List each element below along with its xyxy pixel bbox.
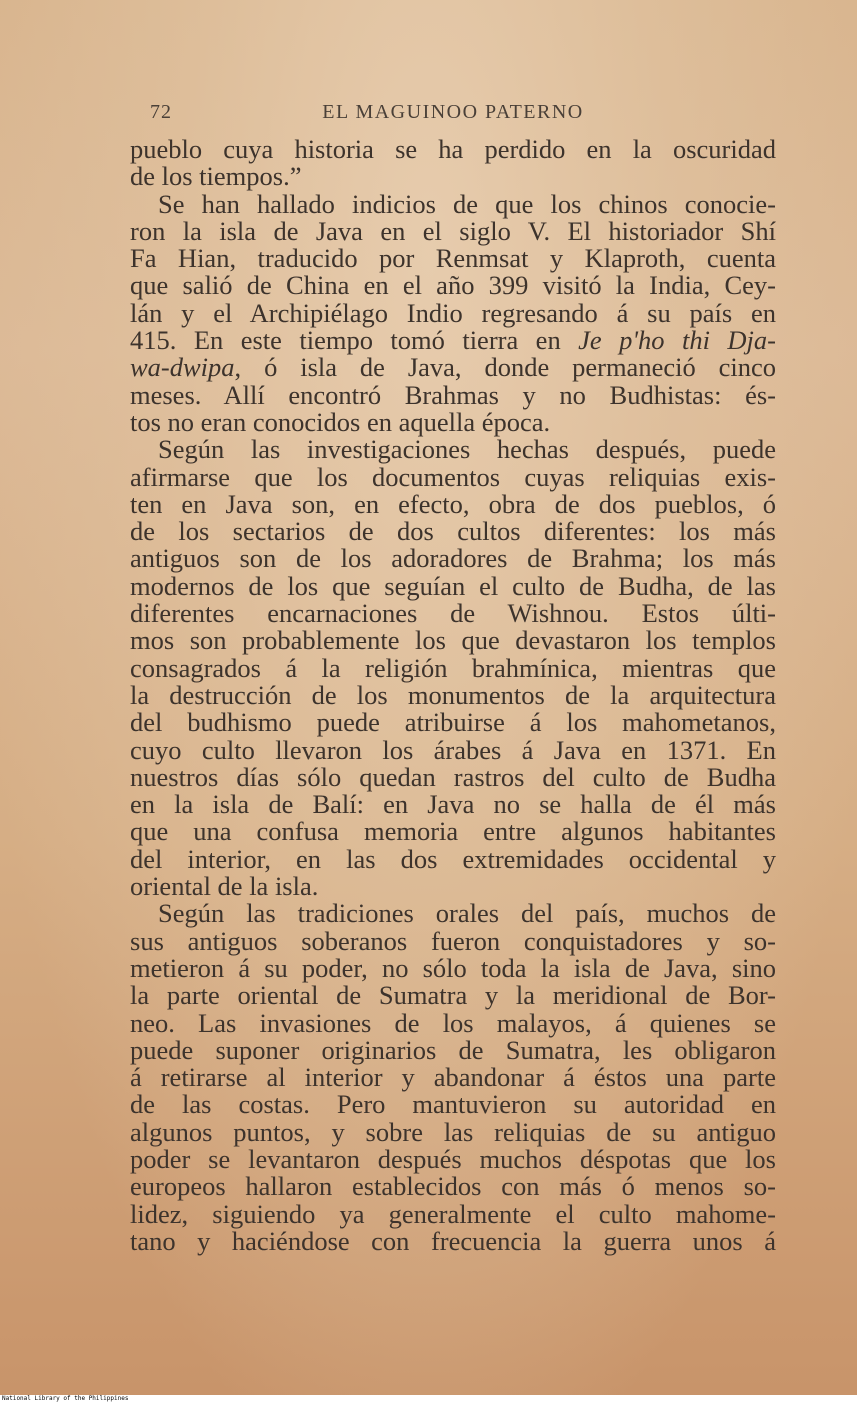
text-line: neo. Las invasiones de los malayos, á quienes se [130, 1007, 776, 1038]
italic-place-name: wa-dwipa [130, 352, 235, 383]
text-line: consagrados á la religión brahmínica, mientras que [130, 652, 776, 683]
text-line: Según las investigaciones hechas después, puede [158, 434, 776, 465]
text-line: á retirarse al interior y abandonar á éstos una parte [130, 1062, 776, 1093]
text-line: nuestros días sólo quedan rastros del culto de Budha [130, 761, 776, 792]
text-line: mos son probablemente los que devastaron los templos [130, 625, 776, 656]
text-line: antiguos son de los adoradores de Brahma; los más [130, 543, 776, 574]
text-line: Según las tradiciones orales del país, muchos de [158, 898, 776, 929]
text-line: tos no eran conocidos en aquella época. [130, 406, 551, 437]
text-line: lán y el Archipiélago Indio regresando á su país en [130, 297, 776, 328]
text-line: europeos hallaron establecidos con más ó menos so- [130, 1171, 776, 1202]
text-line: sus antiguos soberanos fueron conquistadores y so- [130, 925, 776, 956]
text-line: la parte oriental de Sumatra y la meridional de Bor- [130, 980, 776, 1011]
text-line-mixed [130, 354, 776, 381]
text-line: del budhismo puede atribuirse á los mahometanos, [130, 707, 776, 738]
text-line: meses. Allí encontró Brahmas y no Budhistas: és- [130, 379, 776, 410]
text-run: 415. En este tiempo tomó tierra en [130, 325, 579, 356]
running-title: EL MAGUINOO PATERNO [322, 101, 584, 123]
text-line: diferentes encarnaciones de Wishnou. Estos últi- [130, 598, 776, 629]
text-line: puede suponer originarios de Sumatra, les obligaron [130, 1034, 776, 1065]
body-text [130, 136, 776, 1255]
text-line: ten en Java son, en efecto, obra de dos pueblos, ó [130, 488, 776, 519]
text-line: algunos puntos, y sobre las reliquias de su antiguo [130, 1116, 776, 1147]
text-line: modernos de los que seguían el culto de Budha, de las [130, 570, 776, 601]
text-line: de los tiempos.” [130, 161, 302, 192]
text-line: la destrucción de los monumentos de la arquitectura [130, 679, 776, 710]
text-line: oriental de la isla. [130, 871, 319, 902]
text-line: del interior, en las dos extremidades occidental y [130, 843, 776, 874]
text-line: metieron á su poder, no sólo toda la isla de Java, sino [130, 952, 776, 983]
library-credit: National Library of the Philippines [0, 1395, 857, 1403]
text-line: Fa Hian, traducido por Renmsat y Klaproth, cuenta [130, 243, 776, 274]
text-run: , ó isla de Java, donde permaneció cinco [234, 352, 776, 383]
text-line: pueblo cuya historia se ha perdido en la oscuridad [130, 134, 776, 164]
text-line: en la isla de Balí: en Java no se halla de él más [130, 789, 776, 820]
italic-place-name: Je p'ho thi Dja- [578, 325, 776, 356]
page-number: 72 [150, 101, 172, 123]
text-line: cuyo culto llevaron los árabes á Java en 1371. En [130, 734, 776, 765]
text-line: ron la isla de Java en el siglo V. El historiador Shí [130, 215, 776, 246]
text-line-mixed [130, 327, 776, 354]
text-line: de las costas. Pero mantuvieron su autoridad en [130, 1089, 776, 1120]
text-line: de los sectarios de dos cultos diferentes: los más [130, 516, 776, 547]
text-line: Se han hallado indicios de que los chinos conocie- [158, 188, 776, 219]
text-line: poder se levantaron después muchos déspotas que los [130, 1143, 776, 1174]
text-line: que una confusa memoria entre algunos habitantes [130, 816, 776, 847]
text-line: tano y haciéndose con frecuencia la guerra unos á [130, 1225, 776, 1256]
text-line: afirmarse que los documentos cuyas reliquias exis- [130, 461, 776, 492]
text-line: que salió de China en el año 399 visitó la India, Cey- [130, 270, 776, 301]
text-line: lidez, siguiendo ya generalmente el culto mahome- [130, 1198, 776, 1229]
page-header [130, 101, 776, 127]
